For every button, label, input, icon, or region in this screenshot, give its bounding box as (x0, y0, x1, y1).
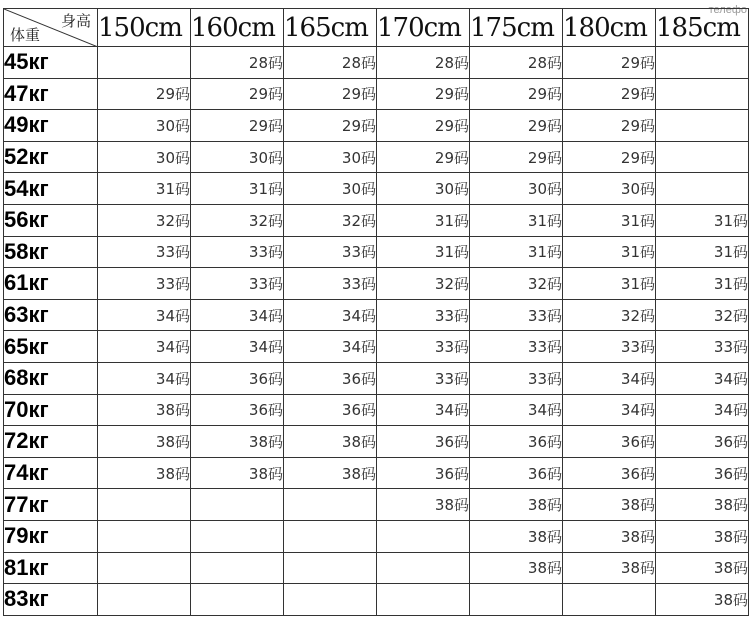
size-cell: 31码 (470, 236, 563, 268)
size-cell: 36码 (563, 457, 656, 489)
size-cell: 32码 (470, 268, 563, 300)
weight-cell: 81кг (4, 552, 98, 584)
table-row (4, 457, 749, 489)
table-row (4, 489, 749, 521)
size-cell (377, 552, 470, 584)
size-cell: 36码 (563, 426, 656, 458)
size-cell (191, 489, 284, 521)
size-cell: 30码 (377, 173, 470, 205)
size-cell: 34码 (191, 331, 284, 363)
table-row (4, 141, 749, 173)
size-cell (98, 552, 191, 584)
size-cell: 32码 (656, 299, 749, 331)
size-cell: 36码 (656, 426, 749, 458)
table-row (4, 331, 749, 363)
size-cell: 29码 (563, 47, 656, 79)
size-cell: 30码 (191, 141, 284, 173)
size-cell: 38码 (191, 426, 284, 458)
size-cell: 33码 (284, 236, 377, 268)
size-cell (656, 47, 749, 79)
size-cell: 29码 (377, 110, 470, 142)
size-cell: 32码 (191, 204, 284, 236)
size-cell: 34码 (98, 362, 191, 394)
size-cell: 28码 (284, 47, 377, 79)
table-row (4, 268, 749, 300)
size-cell: 32码 (98, 204, 191, 236)
size-cell (191, 584, 284, 616)
table-row (4, 394, 749, 426)
size-cell: 31码 (656, 204, 749, 236)
size-cell: 38码 (656, 584, 749, 616)
corner-cell (4, 9, 98, 47)
size-cell: 29码 (377, 141, 470, 173)
size-cell: 33码 (191, 268, 284, 300)
size-table (3, 8, 749, 616)
size-cell: 38码 (656, 489, 749, 521)
weight-cell: 54кг (4, 173, 98, 205)
size-cell: 29码 (470, 110, 563, 142)
weight-cell: 49кг (4, 110, 98, 142)
size-cell: 29码 (98, 78, 191, 110)
size-cell: 31码 (656, 236, 749, 268)
size-cell: 34码 (377, 394, 470, 426)
height-header: 170cm (377, 9, 470, 47)
size-cell (98, 584, 191, 616)
size-cell: 30码 (470, 173, 563, 205)
size-cell (656, 173, 749, 205)
size-cell: 38码 (470, 489, 563, 521)
height-header: 180cm (563, 9, 656, 47)
size-cell: 38码 (470, 520, 563, 552)
weight-cell: 68кг (4, 362, 98, 394)
size-cell: 28码 (470, 47, 563, 79)
size-cell: 33码 (98, 236, 191, 268)
size-cell: 33码 (470, 362, 563, 394)
table-row (4, 584, 749, 616)
size-cell: 36码 (191, 362, 284, 394)
size-cell: 31码 (656, 268, 749, 300)
weight-cell: 72кг (4, 426, 98, 458)
size-cell: 33码 (377, 299, 470, 331)
size-cell: 29码 (284, 78, 377, 110)
size-cell (191, 552, 284, 584)
size-cell: 36码 (656, 457, 749, 489)
weight-axis-label: 体重 (10, 26, 41, 44)
size-cell: 34码 (98, 331, 191, 363)
size-cell: 31码 (98, 173, 191, 205)
weight-cell: 83кг (4, 584, 98, 616)
size-cell: 38码 (98, 394, 191, 426)
size-cell: 33码 (563, 331, 656, 363)
weight-cell: 45кг (4, 47, 98, 79)
size-cell: 33码 (284, 268, 377, 300)
size-chart (3, 8, 748, 616)
size-cell: 33码 (377, 331, 470, 363)
size-cell: 33码 (656, 331, 749, 363)
size-cell (656, 110, 749, 142)
table-row (4, 78, 749, 110)
table-row (4, 173, 749, 205)
size-cell: 33码 (98, 268, 191, 300)
size-cell: 36码 (470, 426, 563, 458)
weight-cell: 61кг (4, 268, 98, 300)
size-cell: 29码 (563, 141, 656, 173)
table-row (4, 47, 749, 79)
size-cell: 31码 (377, 236, 470, 268)
weight-cell: 70кг (4, 394, 98, 426)
weight-cell: 77кг (4, 489, 98, 521)
size-cell: 30码 (98, 110, 191, 142)
size-cell: 31码 (377, 204, 470, 236)
size-cell: 32码 (377, 268, 470, 300)
size-cell: 38码 (563, 520, 656, 552)
size-cell: 38码 (98, 457, 191, 489)
size-cell: 30码 (284, 141, 377, 173)
size-cell: 29码 (470, 141, 563, 173)
table-row (4, 520, 749, 552)
size-cell (656, 78, 749, 110)
table-row (4, 426, 749, 458)
size-cell: 38码 (563, 489, 656, 521)
weight-cell: 58кг (4, 236, 98, 268)
weight-cell: 79кг (4, 520, 98, 552)
table-row (4, 236, 749, 268)
size-cell: 29码 (191, 78, 284, 110)
size-cell: 38码 (284, 426, 377, 458)
height-axis-label: 身高 (60, 12, 91, 30)
table-body (4, 47, 749, 616)
size-cell: 29码 (563, 110, 656, 142)
size-cell: 34码 (656, 394, 749, 426)
size-cell: 36码 (284, 362, 377, 394)
size-cell: 29码 (284, 110, 377, 142)
size-cell: 36码 (377, 426, 470, 458)
size-cell: 29码 (470, 78, 563, 110)
size-cell: 38码 (377, 489, 470, 521)
table-row (4, 299, 749, 331)
size-cell: 28码 (377, 47, 470, 79)
size-cell (284, 520, 377, 552)
weight-cell: 65кг (4, 331, 98, 363)
height-header: 175cm (470, 9, 563, 47)
size-cell: 33码 (470, 299, 563, 331)
weight-cell: 52кг (4, 141, 98, 173)
size-cell: 29码 (377, 78, 470, 110)
weight-cell: 47кг (4, 78, 98, 110)
size-cell (470, 584, 563, 616)
size-cell: 32码 (284, 204, 377, 236)
size-cell: 31码 (470, 204, 563, 236)
size-cell (563, 584, 656, 616)
size-cell: 34码 (563, 394, 656, 426)
weight-cell: 56кг (4, 204, 98, 236)
size-cell: 33码 (377, 362, 470, 394)
size-cell: 38码 (98, 426, 191, 458)
size-cell: 31码 (563, 236, 656, 268)
size-cell (191, 520, 284, 552)
size-cell: 34码 (470, 394, 563, 426)
height-header: 185cm (656, 9, 749, 47)
size-cell: 31码 (563, 268, 656, 300)
size-cell: 33码 (470, 331, 563, 363)
size-cell (656, 141, 749, 173)
table-row (4, 552, 749, 584)
size-cell: 29码 (191, 110, 284, 142)
size-cell (377, 584, 470, 616)
height-header: 150cm (98, 9, 191, 47)
table-row (4, 110, 749, 142)
size-cell (284, 584, 377, 616)
size-cell: 38码 (284, 457, 377, 489)
watermark-text: телефо (708, 4, 747, 16)
size-cell (98, 489, 191, 521)
size-cell: 31码 (563, 204, 656, 236)
size-cell (377, 520, 470, 552)
size-cell: 36码 (191, 394, 284, 426)
size-cell: 34码 (191, 299, 284, 331)
size-cell: 34码 (98, 299, 191, 331)
size-cell: 34码 (656, 362, 749, 394)
size-cell: 38码 (470, 552, 563, 584)
size-cell: 32码 (563, 299, 656, 331)
size-cell: 30码 (284, 173, 377, 205)
size-cell: 33码 (191, 236, 284, 268)
size-cell: 29码 (563, 78, 656, 110)
size-cell: 36码 (470, 457, 563, 489)
size-cell: 34码 (284, 299, 377, 331)
size-cell: 28码 (191, 47, 284, 79)
size-cell: 34码 (284, 331, 377, 363)
table-row (4, 204, 749, 236)
size-cell: 30码 (98, 141, 191, 173)
weight-cell: 63кг (4, 299, 98, 331)
size-cell: 31码 (191, 173, 284, 205)
table-row (4, 362, 749, 394)
size-cell (284, 552, 377, 584)
size-cell: 36码 (377, 457, 470, 489)
size-cell: 38码 (656, 552, 749, 584)
size-cell: 30码 (563, 173, 656, 205)
height-header: 160cm (191, 9, 284, 47)
size-cell (98, 520, 191, 552)
height-header: 165cm (284, 9, 377, 47)
size-cell: 36码 (284, 394, 377, 426)
size-cell (284, 489, 377, 521)
size-cell: 38码 (563, 552, 656, 584)
size-cell (98, 47, 191, 79)
size-cell: 34码 (563, 362, 656, 394)
size-cell: 38码 (191, 457, 284, 489)
weight-cell: 74кг (4, 457, 98, 489)
size-cell: 38码 (656, 520, 749, 552)
header-row (4, 9, 749, 47)
